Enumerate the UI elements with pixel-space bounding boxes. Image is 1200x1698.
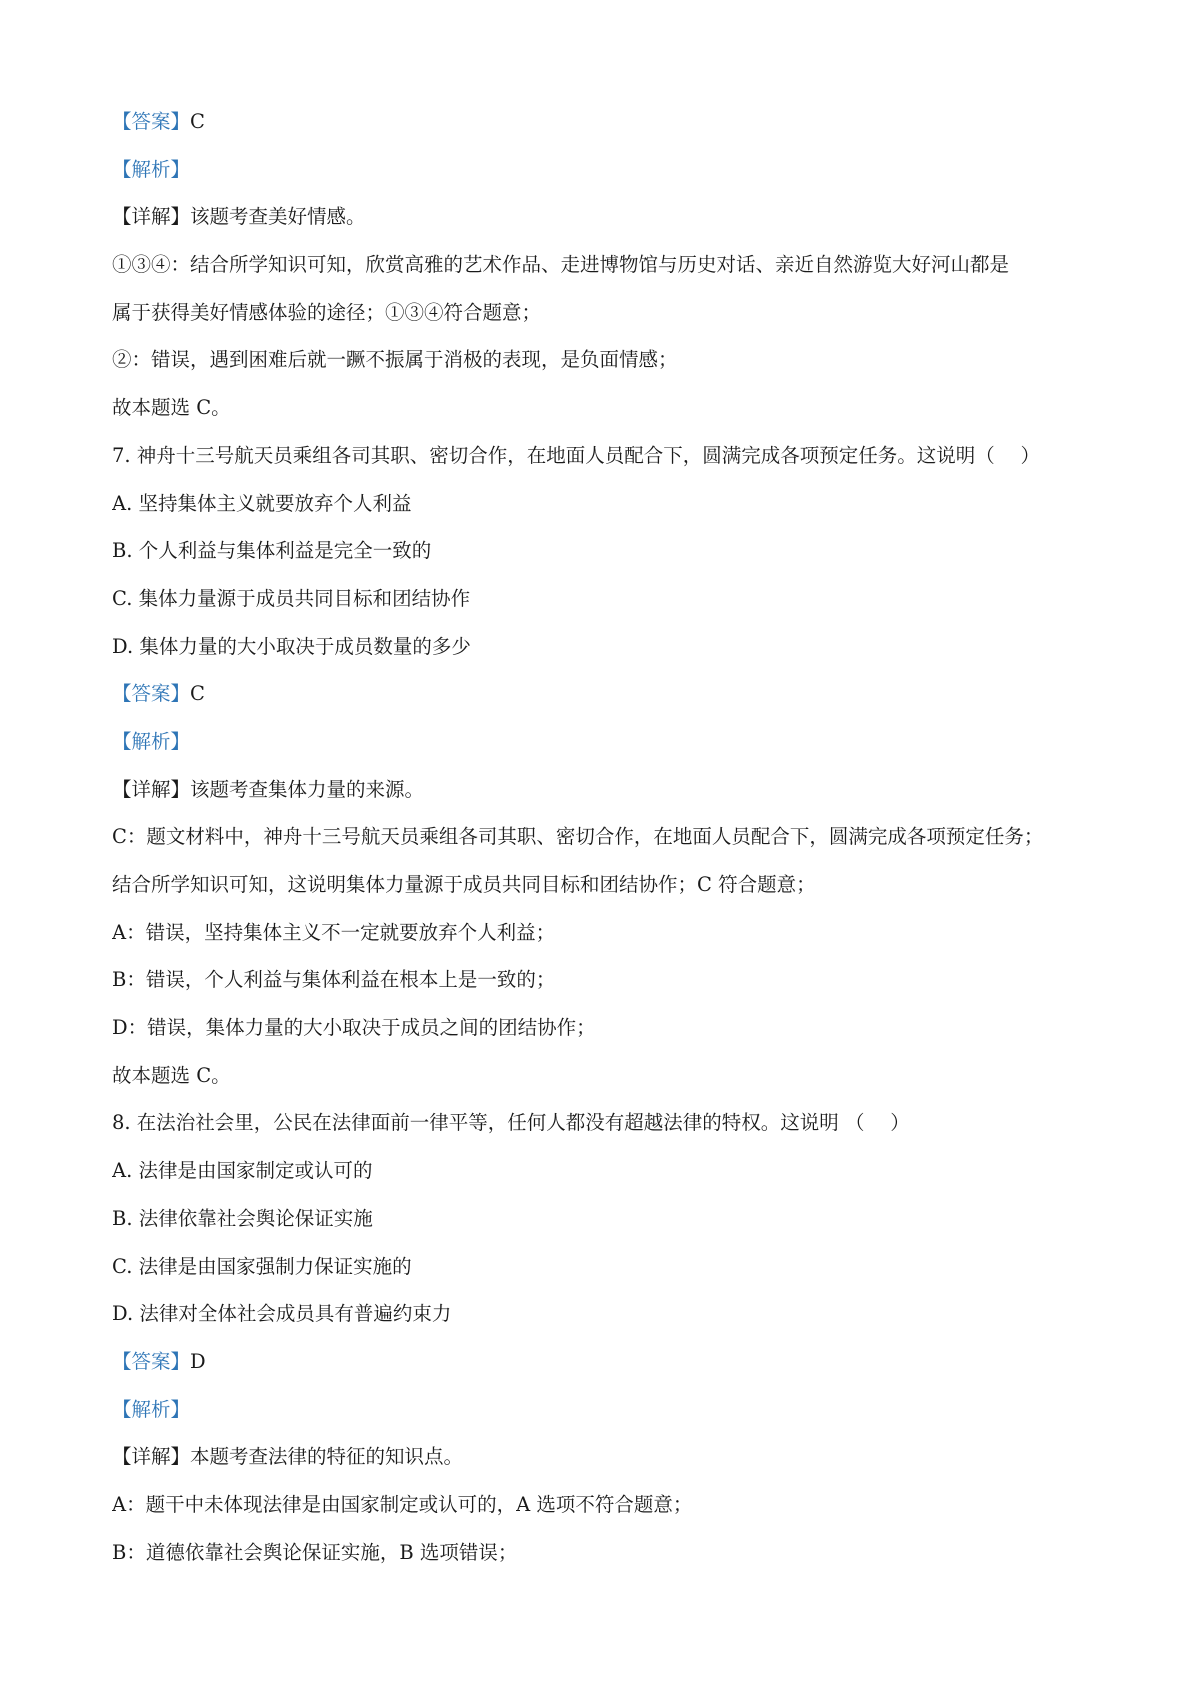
line-text: 【详解】本题考查法律的特征的知识点。 <box>112 1445 464 1469</box>
line-text: C：题文材料中，神舟十三号航天员乘组各司其职、密切合作，在地面人员配合下，圆满完成各项预定任务； <box>112 825 1044 849</box>
line-text: D. 法律对全体社会成员具有普遍约束力 <box>112 1302 452 1326</box>
analysis-heading <box>112 146 1122 194</box>
line-text: 属于获得美好情感体验的途径；①③④符合题意； <box>112 300 542 324</box>
line-text: 结合所学知识可知，这说明集体力量源于成员共同目标和团结协作；C 符合题意； <box>112 873 816 896</box>
line-text: A. 坚持集体主义就要放弃个人利益 <box>112 491 412 515</box>
line-text: B：错误，个人利益与集体利益在根本上是一致的； <box>112 968 556 992</box>
question-7-option-d <box>112 623 1122 671</box>
explanation-line <box>112 1004 1122 1052</box>
explanation-line <box>112 336 1122 384</box>
document-body <box>112 98 1122 1576</box>
line-text: B：道德依靠社会舆论保证实施，B 选项错误； <box>112 1540 518 1564</box>
line-text: C. 法律是由国家强制力保证实施的 <box>112 1254 412 1278</box>
line-text: A：题干中未体现法律是由国家制定或认可的，A 选项不符合题意； <box>112 1492 693 1516</box>
question-8-option-b <box>112 1195 1122 1243</box>
line-text: 8. 在法治社会里，公民在法律面前一律平等，任何人都没有超越法律的特权。这说明 （ ） <box>112 1111 910 1135</box>
section-tag: 【答案】 <box>112 110 191 133</box>
section-tag: 【答案】 <box>112 682 191 706</box>
conclusion-line <box>112 1052 1122 1100</box>
section-tag: 【答案】 <box>112 1349 191 1373</box>
question-7-stem <box>112 432 1122 480</box>
explanation-line <box>112 241 1122 289</box>
detail-line <box>112 193 1122 241</box>
section-tag: 【解析】 <box>112 157 191 181</box>
explanation-line <box>112 813 1122 861</box>
analysis-heading <box>112 1386 1122 1434</box>
line-text: B. 个人利益与集体利益是完全一致的 <box>112 539 432 563</box>
line-text: 故本题选 C。 <box>112 1063 231 1087</box>
question-8-option-c <box>112 1243 1122 1291</box>
line-text: C. 集体力量源于成员共同目标和团结协作 <box>112 586 471 610</box>
detail-line <box>112 766 1122 814</box>
line-text: 【详解】该题考查集体力量的来源。 <box>112 777 425 801</box>
line-text: B. 法律依靠社会舆论保证实施 <box>112 1206 373 1230</box>
question-8-stem <box>112 1099 1122 1147</box>
question-7-option-a <box>112 480 1122 528</box>
section-tag: 【解析】 <box>112 1397 191 1421</box>
line-text: C <box>190 110 205 133</box>
explanation-line <box>112 909 1122 957</box>
conclusion-line <box>112 384 1122 432</box>
line-text: A：错误，坚持集体主义不一定就要放弃个人利益； <box>112 920 556 944</box>
answer-line <box>112 1338 1122 1386</box>
line-text: D. 集体力量的大小取决于成员数量的多少 <box>112 634 471 658</box>
question-8-option-d <box>112 1290 1122 1338</box>
line-text: 【详解】该题考查美好情感。 <box>112 205 366 229</box>
line-text: 故本题选 C。 <box>112 396 231 420</box>
question-8-option-a <box>112 1147 1122 1195</box>
explanation-line <box>112 1481 1122 1529</box>
line-text: D：错误，集体力量的大小取决于成员之间的团结协作； <box>112 1016 596 1040</box>
line-text: A. 法律是由国家制定或认可的 <box>112 1159 373 1183</box>
analysis-heading <box>112 718 1122 766</box>
explanation-line <box>112 1529 1122 1577</box>
section-tag: 【解析】 <box>112 729 191 753</box>
question-7-option-b <box>112 527 1122 575</box>
line-text: ②：错误，遇到困难后就一蹶不振属于消极的表现，是负面情感； <box>112 348 678 372</box>
answer-line <box>112 98 1122 146</box>
line-text: C <box>190 682 205 706</box>
detail-line <box>112 1433 1122 1481</box>
explanation-line <box>112 289 1122 337</box>
line-text: 7. 神舟十三号航天员乘组各司其职、密切合作，在地面人员配合下，圆满完成各项预定任务。这说明（ ） <box>112 443 1041 467</box>
line-text: ①③④：结合所学知识可知，欣赏高雅的艺术作品、走进博物馆与历史对话、亲近自然游览大好河山都是 <box>112 253 1010 277</box>
explanation-line <box>112 861 1122 909</box>
line-text: D <box>190 1349 206 1373</box>
answer-line <box>112 670 1122 718</box>
explanation-line <box>112 956 1122 1004</box>
question-7-option-c <box>112 575 1122 623</box>
